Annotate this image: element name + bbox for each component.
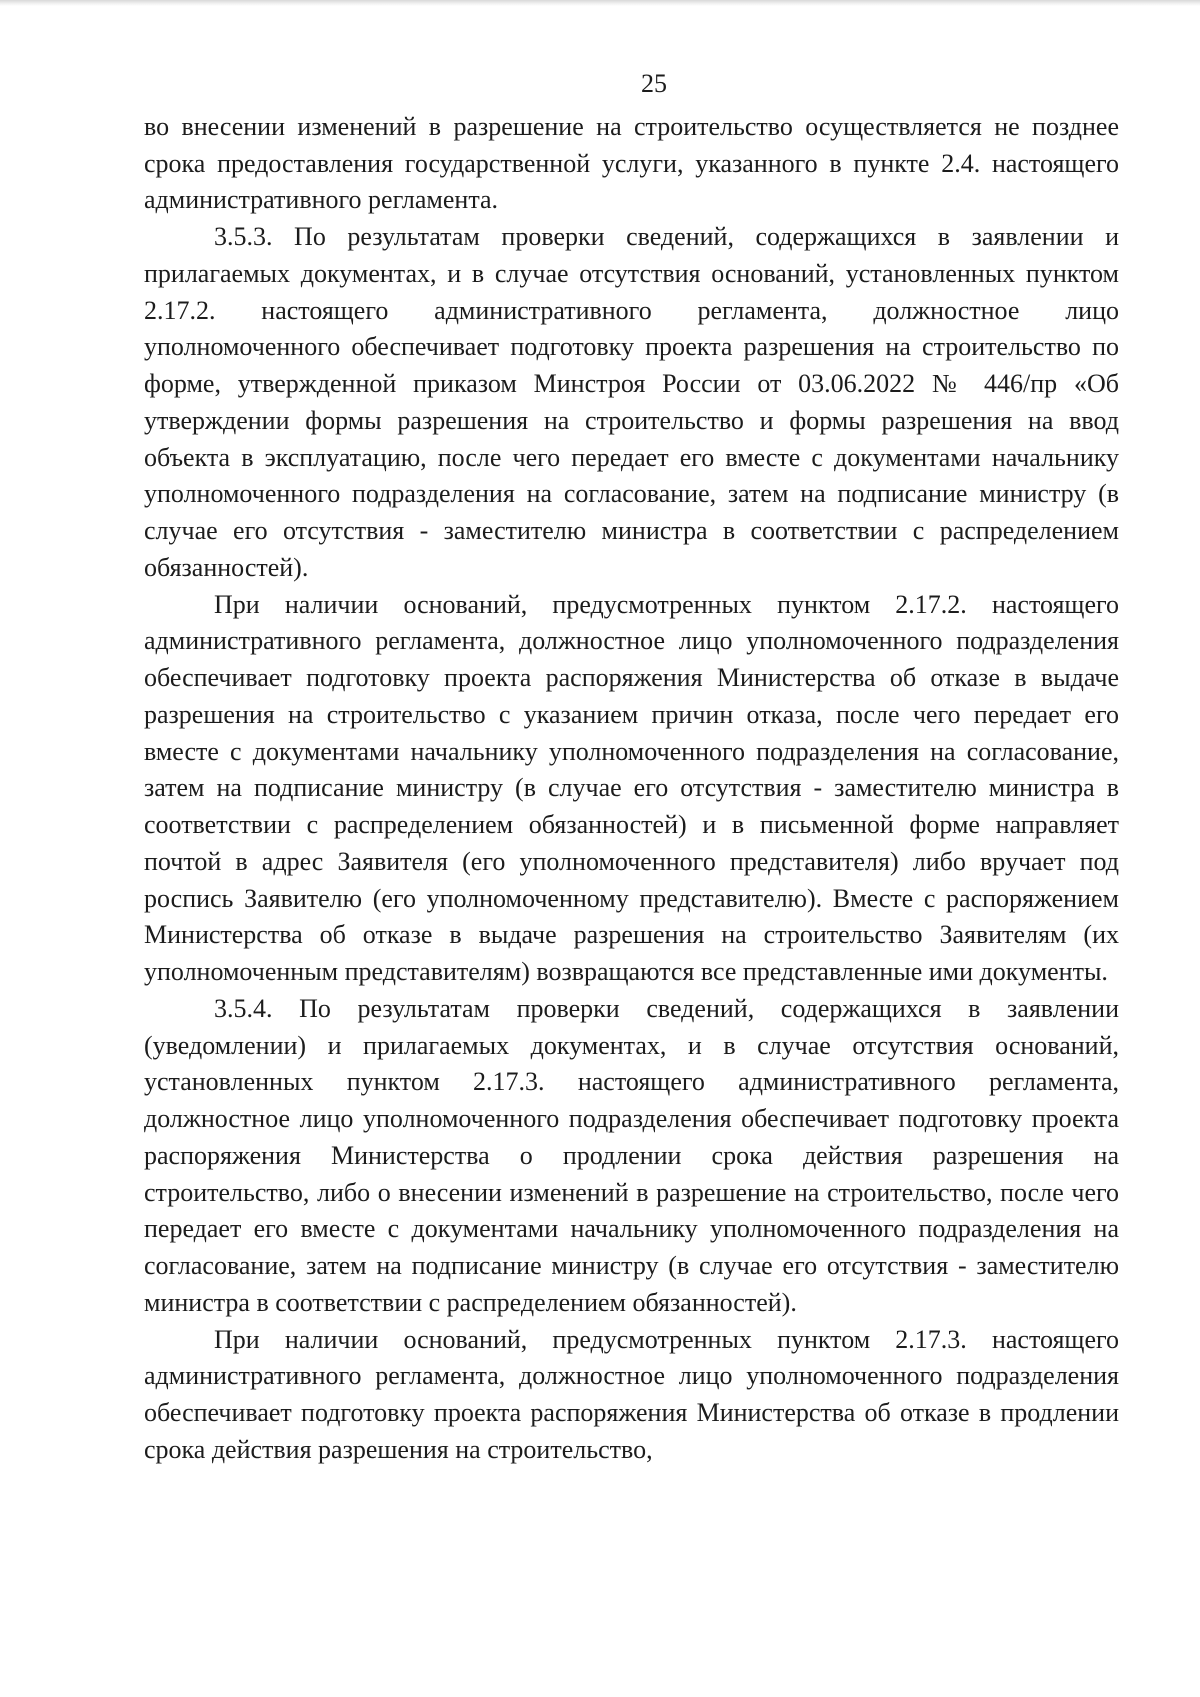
scan-top-edge	[0, 0, 1200, 6]
paragraph-3-5-3: 3.5.3. По результатам проверки сведений, содержащихся в заявлении и прилагаемых документах, и в случае отсутствия оснований, установленных пунктом 2.17.2. настоящего административного регламента, должностное лицо уполномоченного обеспечивает подготовку проекта разрешения на строительство по форме, утвержденной приказом Минстроя России от 03.06.2022 № 446/пр «Об утверждении формы разрешения на строительство и формы разрешения на ввод объекта в эксплуатацию, после чего передает его вместе с документами начальнику уполномоченного подразделения на согласование, затем на подписание министру (в случае его отсутствия - заместителю министра в соответствии с распределением обязанностей).	[144, 222, 1119, 582]
paragraph-continuation: во внесении изменений в разрешение на строительство осуществляется не позднее срока предоставления государственной услуги, указанного в пункте 2.4. настоящего административного регламента.	[144, 111, 1119, 215]
paragraph-refusal-permit: При наличии оснований, предусмотренных пунктом 2.17.2. настоящего административного регламента, должностное лицо уполномоченного подразделения обеспечивает подготовку проекта распоряжения Министерства об отказе в выдаче разрешения на строительство с указанием причин отказа, после чего передает его вместе с документами начальнику уполномоченного подразделения на согласование, затем на подписание министру (в случае его отсутствия - заместителю министра в соответствии с распределением обязанностей) и в письменной форме направляет почтой в адрес Заявителя (его уполномоченного представителя) либо вручает под роспись Заявителю (его уполномоченному представителю). Вместе с распоряжением Министерства об отказе в выдаче разрешения на строительство Заявителям (их уполномоченным представителям) возвращаются все представленные ими документы.	[144, 589, 1119, 986]
document-page	[144, 66, 1119, 1469]
page-number: 25	[641, 69, 667, 98]
paragraph-refusal-extension: При наличии оснований, предусмотренных пунктом 2.17.3. настоящего административного регламента, должностное лицо уполномоченного подразделения обеспечивает подготовку проекта распоряжения Министерства об отказе в продлении срока действия разрешения на строительство,	[144, 1324, 1119, 1464]
paragraph-3-5-4: 3.5.4. По результатам проверки сведений, содержащихся в заявлении (уведомлении) и прилагаемых документах, и в случае отсутствия оснований, установленных пунктом 2.17.3. настоящего административного регламента, должностное лицо уполномоченного подразделения обеспечивает подготовку проекта распоряжения Министерства о продлении срока действия разрешения на строительство, либо о внесении изменений в разрешение на строительство, после чего передает его вместе с документами начальнику уполномоченного подразделения на согласование, затем на подписание министру (в случае его отсутствия - заместителю министра в соответствии с распределением обязанностей).	[144, 993, 1119, 1317]
